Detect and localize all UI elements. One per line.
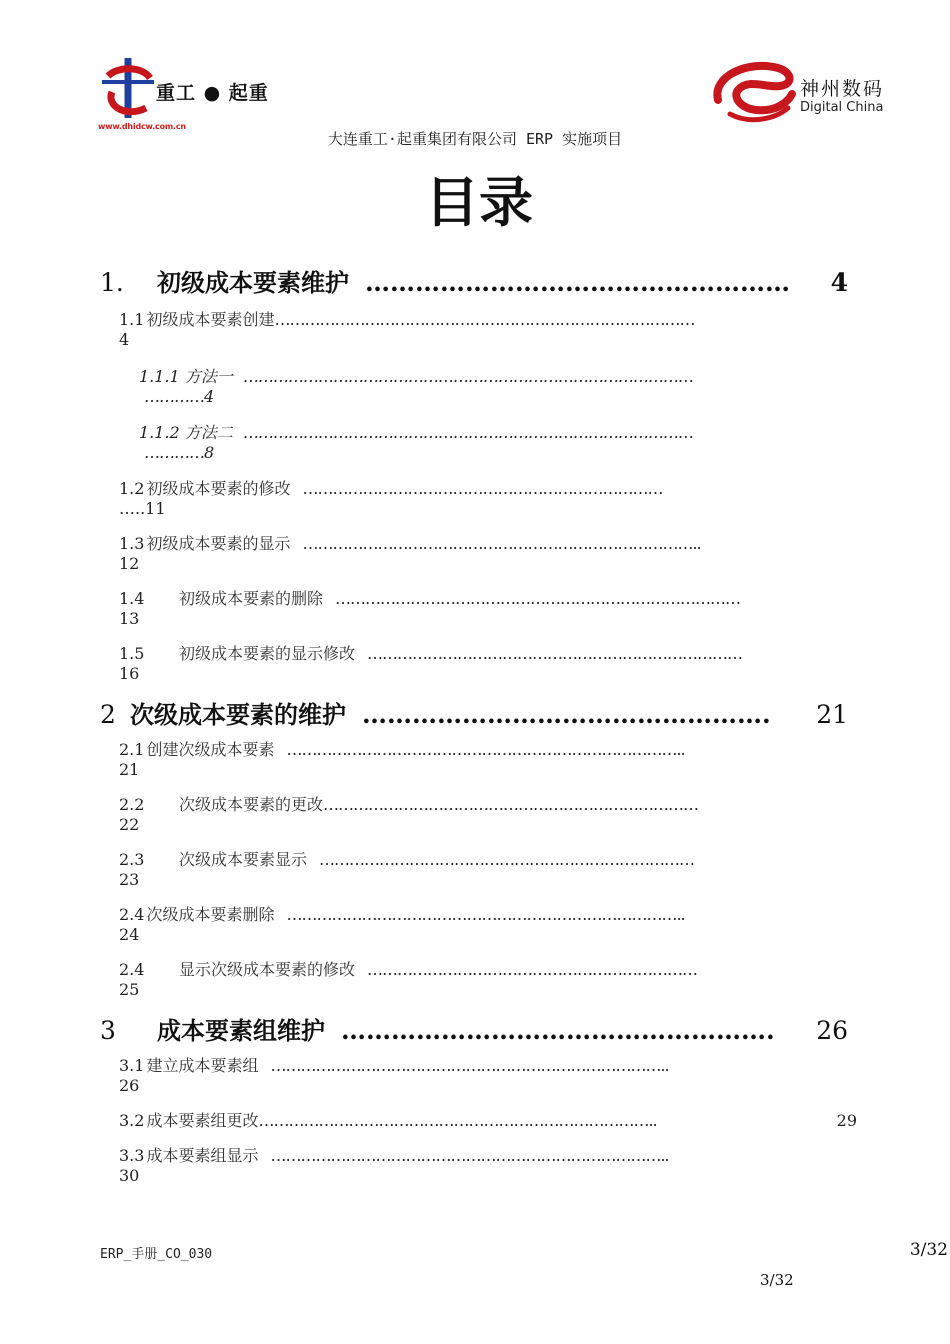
toc-number: 2 <box>100 700 116 729</box>
dhi-logo-url: www.dhidcw.com.cn <box>98 122 186 131</box>
toc-number: 2.3 <box>119 850 145 869</box>
toc-number: 1.2 <box>119 479 145 498</box>
toc-entry-2-3[interactable] <box>119 850 857 870</box>
toc-text: 成本要素组维护 <box>157 1017 325 1045</box>
toc-leader: …………………………………………… <box>365 268 790 297</box>
toc-number: 1.4 <box>119 589 145 608</box>
toc-leader: ……………………………………………………………… <box>302 479 663 498</box>
toc-page: 23 <box>119 870 140 889</box>
toc-number: 1.1.1 <box>139 367 180 386</box>
toc-number: 3.3 <box>119 1146 145 1165</box>
toc-text: 创建次级成本要素 <box>146 740 275 759</box>
toc-page: 4 <box>204 387 215 406</box>
toc-page: 4 <box>119 330 130 349</box>
toc-number: 1.1 <box>119 310 145 329</box>
toc-page: 21 <box>816 700 848 729</box>
footer-page-number: 3/32 <box>909 1240 948 1260</box>
toc-text: 初级成本要素创建 <box>146 310 275 329</box>
footer-page-number-center: 3/32 <box>760 1271 794 1289</box>
toc-text: 显示次级成本要素的修改 <box>179 960 356 979</box>
toc-number: 2.2 <box>119 795 145 814</box>
toc-leader: …………………………………………………………………….. <box>286 905 685 924</box>
dhi-logo <box>98 52 298 138</box>
toc-entry-3-3[interactable] <box>119 1146 857 1166</box>
toc-number: 1.3 <box>119 534 145 553</box>
toc-leader: …………………………………………………………………….. <box>258 1111 657 1130</box>
toc-entry-3-1[interactable] <box>119 1056 857 1076</box>
toc-entry-1-1-1[interactable] <box>139 367 851 387</box>
toc-entry-1-1-2[interactable] <box>139 423 851 443</box>
toc-text: 初级成本要素的显示 <box>146 534 291 553</box>
toc-text: 初级成本要素维护 <box>157 269 349 297</box>
toc-entry-1-1[interactable] <box>119 310 857 330</box>
toc-text: 方法二 <box>184 423 233 442</box>
toc-number: 2.4 <box>119 960 145 979</box>
digital-china-logo <box>708 54 908 124</box>
toc-text: 成本要素组更改 <box>146 1111 259 1130</box>
toc-number: 2.1 <box>119 740 145 759</box>
toc-page: 16 <box>119 664 140 683</box>
toc-leader: …………………………………………………………………….. <box>270 1146 669 1165</box>
toc-leader: ……………………………………………. <box>341 1016 775 1045</box>
toc-leader: ……………………………………………………………………………… <box>242 423 693 442</box>
toc-page: 25 <box>119 980 140 999</box>
toc-page: 4 <box>830 268 848 297</box>
toc-entry-1-5[interactable] <box>119 644 857 664</box>
toc-page-line <box>144 387 860 407</box>
footer-doc-code: ERP_手册_CO_030 <box>100 1247 213 1262</box>
toc-page: 12 <box>119 554 140 573</box>
toc-entry-2-4[interactable] <box>119 905 857 925</box>
toc-number: 2.4 <box>119 905 145 924</box>
toc-entry-1-4[interactable] <box>119 589 857 609</box>
toc-leader: ………………………………………………………………… <box>319 850 695 869</box>
toc-page: 22 <box>119 815 140 834</box>
toc-text: 次级成本要素显示 <box>179 850 308 869</box>
toc-text: 建立成本要素组 <box>146 1056 259 1075</box>
toc-text: 方法一 <box>184 367 233 386</box>
toc-leader: …………………………………………………………………….. <box>270 1056 669 1075</box>
toc-page: 26 <box>119 1076 140 1095</box>
project-title: 大连重工·起重集团有限公司 ERP 实施项目 <box>327 130 623 148</box>
toc-leader: ……………………………………………………………………………… <box>242 367 693 386</box>
toc-text: 成本要素组显示 <box>146 1146 259 1165</box>
dhi-logo-text: 重工 ● 起重 <box>156 82 269 104</box>
toc-text: 初级成本要素的修改 <box>146 479 291 498</box>
toc-entry-1-3[interactable] <box>119 534 857 554</box>
toc-entry-2-5[interactable] <box>119 960 857 980</box>
dhi-crane-icon <box>98 52 158 122</box>
toc-leader: ……………………………………………………………………… <box>335 589 741 608</box>
toc-entry-1[interactable] <box>100 258 848 308</box>
toc-page: 30 <box>119 1166 140 1185</box>
toc-text: 次级成本要素的维护 <box>130 701 346 729</box>
toc-entry-3[interactable] <box>100 1006 848 1056</box>
toc-page: 11 <box>145 499 166 518</box>
toc-page-line <box>119 499 860 519</box>
toc-page: 29 <box>836 1111 857 1130</box>
table-of-contents <box>100 258 860 1201</box>
toc-title: 目录 <box>425 171 533 234</box>
toc-text: 初级成本要素的显示修改 <box>179 644 356 663</box>
toc-leader: ………… <box>144 387 204 406</box>
toc-page: 8 <box>204 443 215 462</box>
toc-entry-2-2[interactable] <box>119 795 857 815</box>
toc-page: 26 <box>816 1016 848 1045</box>
toc-leader: ………………………………………………………………………… <box>274 310 695 329</box>
toc-leader: ….. <box>119 499 146 518</box>
toc-page: 21 <box>119 760 140 779</box>
toc-page: 24 <box>119 925 140 944</box>
toc-leader: …………………………………………………………………….. <box>302 534 701 553</box>
toc-page-line <box>144 443 860 463</box>
toc-text: 初级成本要素的删除 <box>179 589 324 608</box>
toc-entry-1-2[interactable] <box>119 479 857 499</box>
digital-china-en: Digital China <box>800 100 884 115</box>
toc-number: 1.5 <box>119 644 145 663</box>
digital-china-cn: 神州数码 <box>800 78 885 100</box>
toc-number: 1. <box>100 268 124 297</box>
toc-page: 13 <box>119 609 140 628</box>
toc-leader: ………… <box>144 443 204 462</box>
toc-number: 1.1.2 <box>139 423 180 442</box>
toc-entry-2-1[interactable] <box>119 740 857 760</box>
toc-entry-3-2[interactable] <box>119 1111 857 1131</box>
toc-number: 3 <box>100 1016 116 1045</box>
digital-china-swirl-icon <box>708 54 798 124</box>
toc-leader: ………………………………………………………………… <box>367 644 743 663</box>
toc-leader: …………………………………………………………………….. <box>286 740 685 759</box>
toc-leader: ………………………………………………………………… <box>323 795 699 814</box>
toc-text: 次级成本要素的更改 <box>179 795 324 814</box>
toc-leader: ………………………………………………………… <box>367 960 698 979</box>
toc-entry-2[interactable] <box>100 690 848 740</box>
toc-leader: …………………………………………. <box>362 700 771 729</box>
toc-text: 次级成本要素删除 <box>146 905 275 924</box>
toc-number: 3.2 <box>119 1111 145 1130</box>
toc-number: 3.1 <box>119 1056 145 1075</box>
